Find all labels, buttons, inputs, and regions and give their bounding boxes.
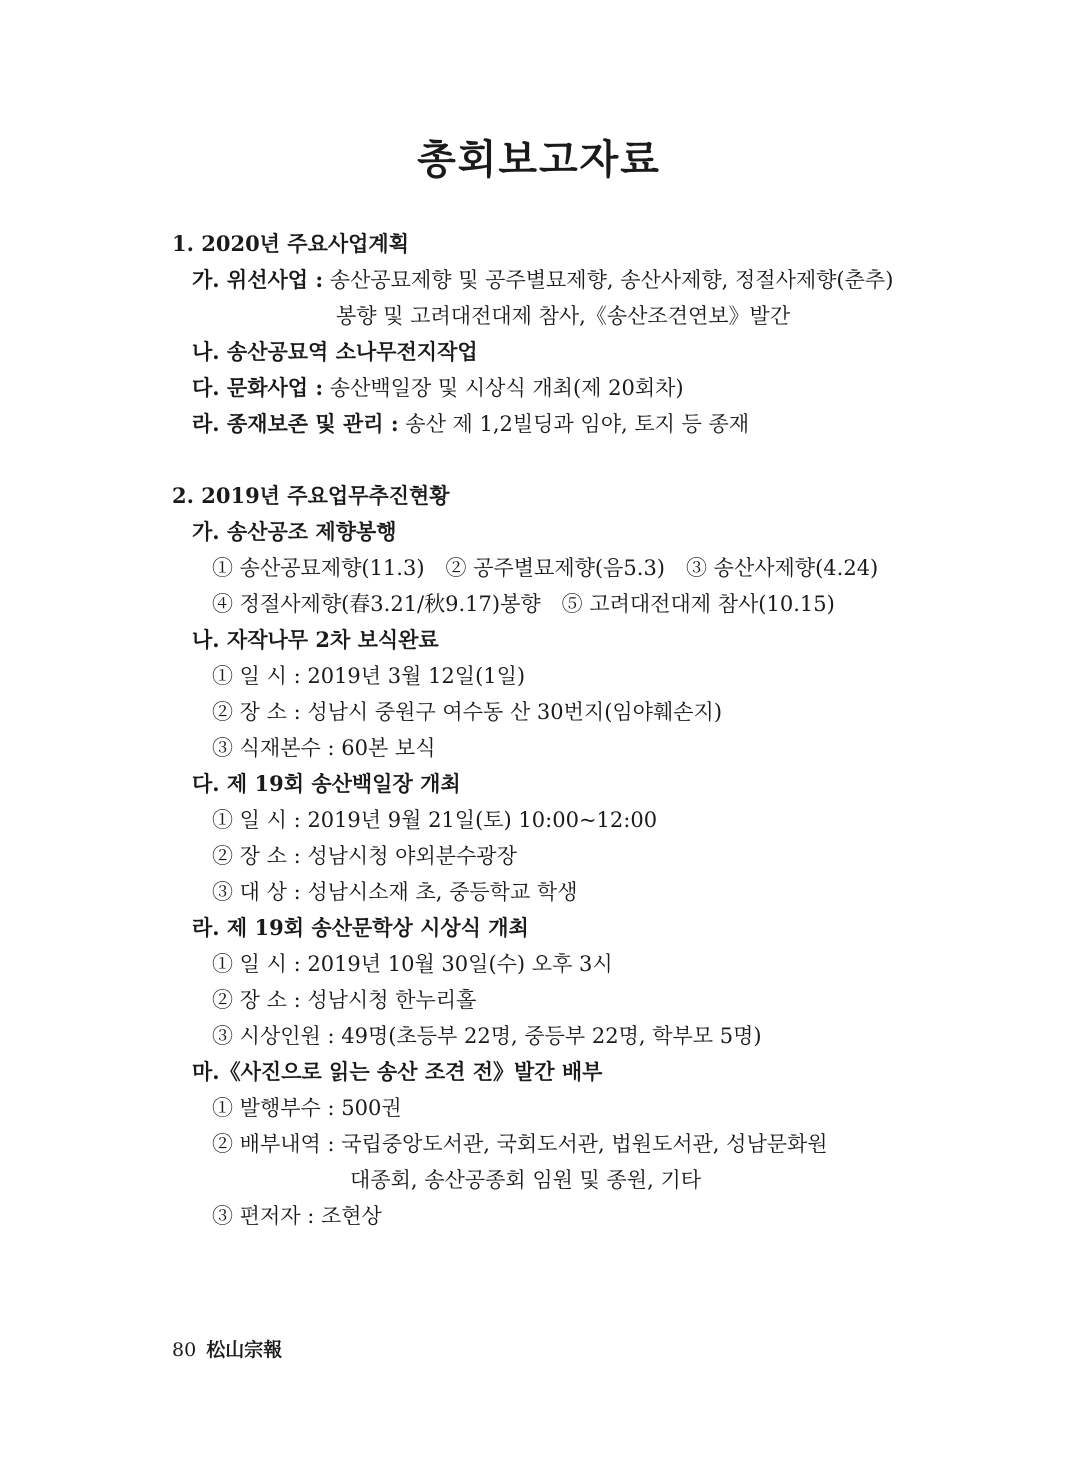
item-na-2: 나. 자작나무 2차 보식완료 bbox=[192, 627, 439, 652]
item-label: 가. 위선사업 : bbox=[192, 267, 324, 292]
sub-item: ① 송산공묘제향(11.3) ② 공주별묘제향(음5.3) ③ 송산사제향(4.24) bbox=[212, 556, 879, 580]
item-da-1 bbox=[192, 374, 684, 402]
page-title: 총회보고자료 bbox=[417, 136, 661, 183]
sub-item: ① 일 시 : 2019년 3월 12일(1일) bbox=[212, 664, 526, 688]
sub-item: ③ 식재본수 : 60본 보식 bbox=[212, 736, 436, 760]
sub-item: ③ 편저자 : 조현상 bbox=[212, 1204, 382, 1228]
sub-item: ② 장 소 : 성남시청 야외분수광장 bbox=[212, 844, 517, 868]
item-ra-2: 라. 제 19회 송산문학상 시상식 개최 bbox=[192, 915, 529, 940]
sub-item-continued: 대종회, 송산공종회 임원 및 종원, 기타 bbox=[350, 1168, 702, 1192]
sub-item: ② 장 소 : 성남시청 한누리홀 bbox=[212, 988, 477, 1012]
section-heading-1: 1. 2020년 주요사업계획 bbox=[172, 231, 409, 256]
sub-item: ① 발행부수 : 500권 bbox=[212, 1096, 402, 1120]
item-label: 다. 문화사업 : bbox=[192, 375, 324, 400]
sub-item: ① 일 시 : 2019년 9월 21일(토) 10:00~12:00 bbox=[212, 808, 658, 832]
item-text: 송산 제 1,2빌딩과 임야, 토지 등 종재 bbox=[398, 412, 750, 436]
sub-item: ③ 대 상 : 성남시소재 초, 중등학교 학생 bbox=[212, 880, 578, 904]
section-heading-2: 2. 2019년 주요업무추진현황 bbox=[172, 483, 450, 508]
item-ma-2: 마.《사진으로 읽는 송산 조견 전》발간 배부 bbox=[192, 1059, 603, 1084]
item-ga-1-continued: 봉향 및 고려대전대제 참사,《송산조견연보》발간 bbox=[336, 304, 791, 328]
sub-item: ④ 정절사제향(春3.21/秋9.17)봉향 ⑤ 고려대전대제 참사(10.15) bbox=[212, 592, 835, 616]
page-footer bbox=[172, 1338, 282, 1362]
item-text: 송산백일장 및 시상식 개최(제 20회차) bbox=[323, 376, 684, 400]
publication-name: 松山宗報 bbox=[206, 1339, 283, 1361]
item-ga-1 bbox=[192, 266, 893, 294]
page-number: 80 bbox=[172, 1339, 197, 1361]
item-ra-1 bbox=[192, 410, 749, 438]
item-na-1: 나. 송산공묘역 소나무전지작업 bbox=[192, 339, 478, 364]
item-text: 송산공묘제향 및 공주별묘제향, 송산사제향, 정절사제향(춘추) bbox=[323, 268, 894, 292]
sub-item: ② 배부내역 : 국립중앙도서관, 국회도서관, 법원도서관, 성남문화원 bbox=[212, 1132, 828, 1156]
item-ga-2: 가. 송산공조 제향봉행 bbox=[192, 519, 397, 544]
item-label: 라. 종재보존 및 관리 : bbox=[192, 411, 399, 436]
sub-item: ① 일 시 : 2019년 10월 30일(수) 오후 3시 bbox=[212, 952, 613, 976]
item-da-2: 다. 제 19회 송산백일장 개최 bbox=[192, 771, 461, 796]
sub-item: ③ 시상인원 : 49명(초등부 22명, 중등부 22명, 학부모 5명) bbox=[212, 1024, 762, 1048]
sub-item: ② 장 소 : 성남시 중원구 여수동 산 30번지(임야훼손지) bbox=[212, 700, 723, 724]
